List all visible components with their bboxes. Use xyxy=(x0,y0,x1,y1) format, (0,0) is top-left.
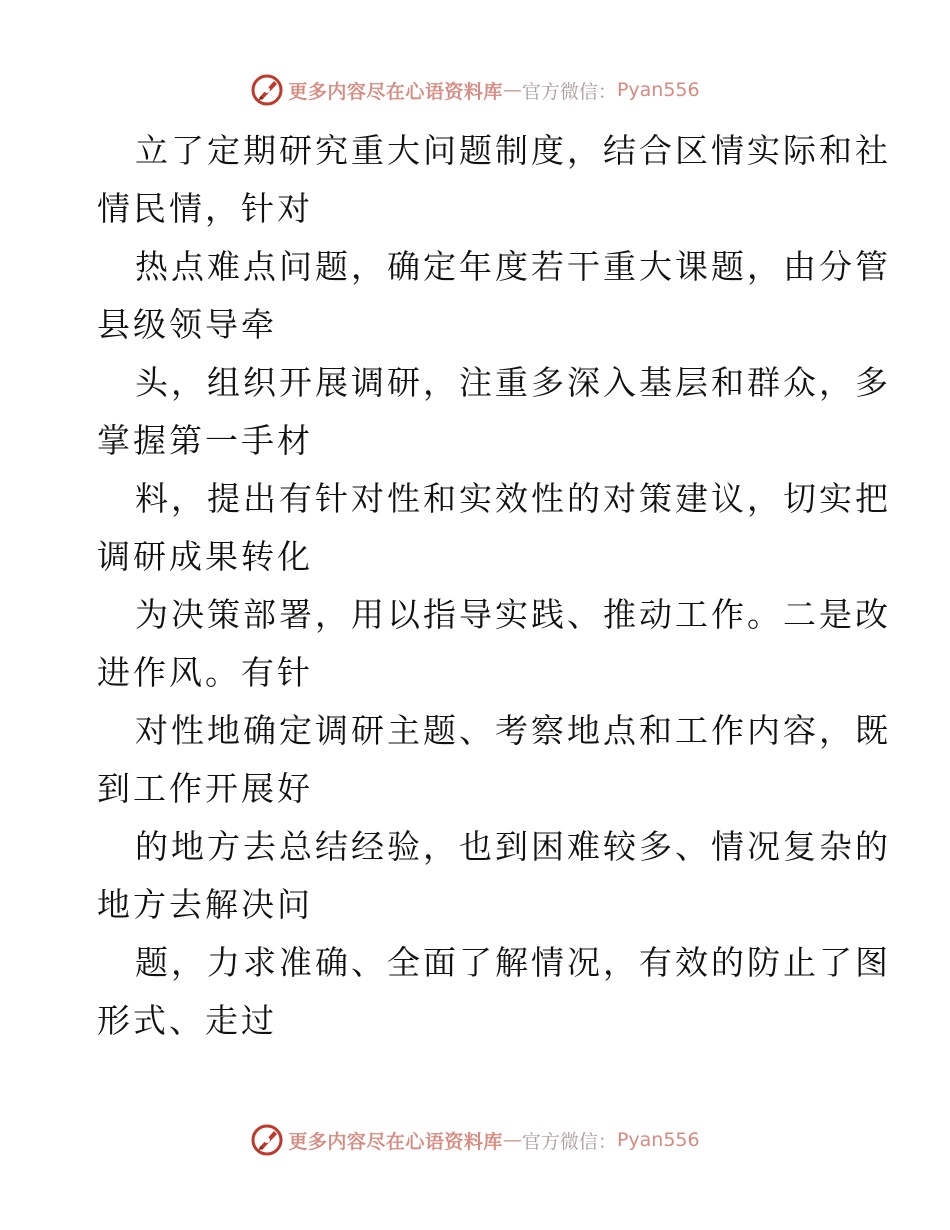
body-line: 题，力求准确、全面了解情况，有效的防止了图 xyxy=(135,943,891,982)
body-line: 到工作开展好 xyxy=(97,769,313,808)
quill-pen-logo-icon xyxy=(250,73,284,107)
body-line: 形式、走过 xyxy=(97,1001,277,1040)
banner-wechat-id: Pyan556 xyxy=(616,79,700,101)
body-line: 情民情，针对 xyxy=(97,189,313,228)
body-line: 料，提出有针对性和实效性的对策建议，切实把 xyxy=(135,479,891,518)
body-line: 调研成果转化 xyxy=(97,537,313,576)
body-line: 的地方去总结经验，也到困难较多、情况复杂的 xyxy=(135,827,891,866)
document-body xyxy=(97,122,891,1050)
banner-dash: — xyxy=(502,79,522,101)
body-line: 头，组织开展调研，注重多深入基层和群众，多 xyxy=(135,363,891,402)
header-banner xyxy=(0,70,950,110)
banner-official-label: 官方微信： xyxy=(521,1130,617,1153)
footer-banner xyxy=(0,1120,950,1160)
body-line: 县级领导牵 xyxy=(97,305,277,344)
banner-main-text: 更多内容尽在心语资料库 xyxy=(288,1130,503,1153)
banner-wechat-id: Pyan556 xyxy=(616,1129,700,1151)
body-line: 热点难点问题，确定年度若干重大课题，由分管 xyxy=(135,247,891,286)
banner-dash: — xyxy=(502,1129,522,1151)
banner-main-text: 更多内容尽在心语资料库 xyxy=(288,80,503,103)
body-line: 进作风。有针 xyxy=(97,653,313,692)
body-line: 对性地确定调研主题、考察地点和工作内容，既 xyxy=(135,711,891,750)
body-line: 掌握第一手材 xyxy=(97,421,313,460)
quill-pen-logo-icon xyxy=(250,1123,284,1157)
body-line: 立了定期研究重大问题制度，结合区情实际和社 xyxy=(135,131,891,170)
body-line: 地方去解决问 xyxy=(97,885,313,924)
body-line: 为决策部署，用以指导实践、推动工作。二是改 xyxy=(135,595,891,634)
banner-official-label: 官方微信： xyxy=(521,80,617,103)
